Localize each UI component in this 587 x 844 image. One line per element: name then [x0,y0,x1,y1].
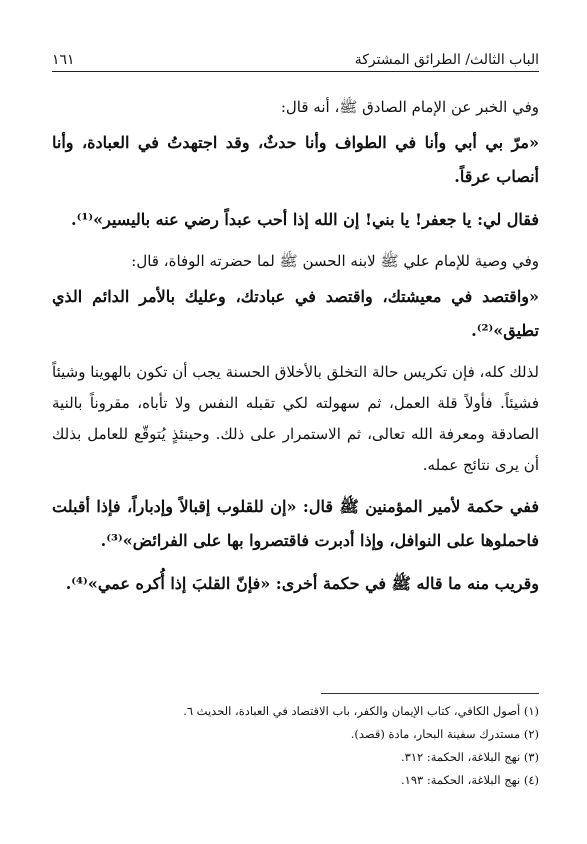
explanation-paragraph: لذلك كله، فإن تكريس حالة التخلق بالأخلاق الحسنة يجب أن تكون بالهوينا وشيئاً فشيئاً. فأولاً قلة العمل، ثم سهولته لكي تقبله النفس ولا تأباه، مقروناً بالنية الصادقة ومعرفة الله تعالى، ثم الاستمرار على ذلك. وحينئذٍ يُتوقّع للعامل بذلك أن يرى نتائج عمله. [52,363,539,474]
footnote-4: (٤) نهج البلاغة، الحكمة: ١٩٣. [401,773,539,787]
quote-ali-iqtisad: «واقتصد في معيشتك، واقتصد في عبادتك، وعليك بالأمر الدائم الذي تطيق»⁽²⁾. [52,287,539,340]
quote-hikma-ukrih: وقريب منه ما قاله ﷺ في حكمة أخرى: «فإنّ القلبَ إذا أُكره عمي»⁽⁴⁾. [65,574,539,593]
intro-paragraph-ali: وفي وصية للإمام علي ﷺ لابنه الحسن ﷺ لما حضرته الوفاة، قال: [131,252,539,270]
footnote-2: (٢) مستدرك سفينة البحار، مادة (قصد). [350,727,539,741]
footnotes [52,700,539,792]
main-text [52,92,539,601]
quote-sadiq-yasir: فقال لي: يا جعفر! يا بني! إن الله إذا أحب عبداً رضي عنه باليسير»⁽¹⁾. [71,210,539,229]
footnote-divider [321,693,539,694]
footnote-1: (١) أصول الكافي، كتاب الإيمان والكفر، باب الاقتصاد في العبادة، الحديث ٦. [183,704,539,718]
chapter-title: الباب الثالث/ الطرائق المشتركة [354,52,539,68]
page-number: ١٦١ [52,52,75,68]
running-header [52,44,539,72]
quote-hikma-qulub: ففي حكمة لأمير المؤمنين ﷺ قال: «إن للقلوب إقبالاً وإدباراً، فإذا أقبلت فاحملوها على النوافل، وإذا أدبرت فاقتصروا بها على الفرائض»⁽³⁾. [52,497,539,550]
quote-sadiq-tawaf: «مرّ بي أبي وأنا في الطواف وأنا حدثٌ، وقد اجتهدتُ في العبادة، وأنا أنصاب عرقاً. [52,133,539,186]
footnote-3: (٣) نهج البلاغة، الحكمة: ٣١٢. [401,750,539,764]
intro-paragraph-sadiq: وفي الخبر عن الإمام الصادق ﷺ، أنه قال: [280,98,539,116]
